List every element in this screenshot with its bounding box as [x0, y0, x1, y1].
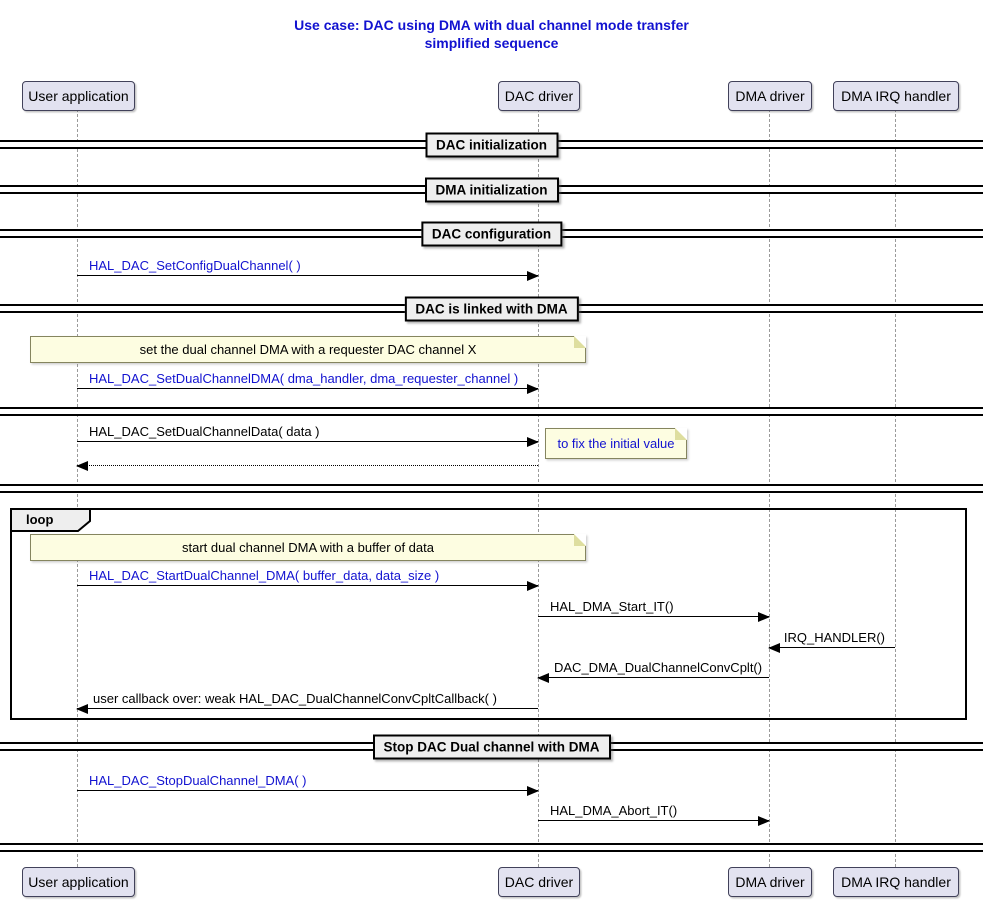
- participant-dma-driver-top: [728, 81, 812, 111]
- message-set-dual-channel-dma: [77, 370, 538, 389]
- participant-label: DMA IRQ handler: [841, 88, 951, 104]
- participant-user-application-bottom: [22, 867, 135, 897]
- loop-label: loop: [26, 512, 54, 527]
- participant-dac-driver-top: [498, 81, 580, 111]
- message-label: HAL_DAC_SetConfigDualChannel( ): [89, 258, 301, 273]
- divider-stop-dac-dual-channel: [0, 739, 983, 754]
- participant-label: User application: [28, 874, 129, 890]
- message-return-dotted: [77, 447, 538, 466]
- arrowhead-left-icon: [768, 643, 780, 653]
- divider-label: Stop DAC Dual channel with DMA: [373, 734, 611, 759]
- divider-label: DAC configuration: [421, 221, 562, 246]
- participant-dma-driver-bottom: [728, 867, 812, 897]
- divider-label: DAC initialization: [425, 132, 558, 157]
- participant-label: User application: [28, 88, 129, 104]
- participant-dma-irq-handler-bottom: [833, 867, 959, 897]
- arrowhead-right-icon: [527, 384, 539, 394]
- participant-label: DAC driver: [504, 88, 574, 104]
- participant-label: DMA driver: [735, 874, 805, 890]
- message-label: HAL_DMA_Start_IT(): [550, 599, 674, 614]
- participant-dac-driver-bottom: [498, 867, 580, 897]
- message-start-dual-channel-dma: [77, 567, 538, 586]
- message-label: DAC_DMA_DualChannelConvCplt(): [554, 660, 763, 675]
- divider-dac-initialization: [0, 137, 983, 152]
- arrowhead-right-icon: [527, 581, 539, 591]
- message-set-dual-channel-data: [77, 423, 538, 442]
- divider-dma-initialization: [0, 182, 983, 197]
- message-label: user callback over: weak HAL_DAC_DualChannelConvCpltCallback( ): [93, 691, 497, 706]
- message-label: HAL_DAC_SetDualChannelDMA( dma_handler, dma_requester_channel ): [89, 371, 519, 386]
- divider-label: DAC is linked with DMA: [404, 296, 578, 321]
- note-text: start dual channel DMA with a buffer of data: [182, 540, 434, 555]
- message-irq-handler: [769, 629, 895, 648]
- message-label: IRQ_HANDLER(): [783, 630, 885, 645]
- participant-label: DMA driver: [735, 88, 805, 104]
- message-label: HAL_DAC_SetDualChannelData( data ): [89, 424, 320, 439]
- arrowhead-left-icon: [537, 673, 549, 683]
- divider-dac-configuration: [0, 226, 983, 241]
- diagram-title-line2: simplified sequence: [424, 35, 559, 51]
- participant-label: DMA IRQ handler: [841, 874, 951, 890]
- participant-dma-irq-handler-top: [833, 81, 959, 111]
- participant-label: DAC driver: [504, 874, 574, 890]
- divider-label: DMA initialization: [425, 177, 559, 202]
- arrowhead-right-icon: [527, 271, 539, 281]
- divider-plain-1: [0, 407, 983, 416]
- message-label: HAL_DAC_StartDualChannel_DMA( buffer_data, data_size ): [89, 568, 440, 583]
- message-set-config-dual-channel: [77, 257, 538, 276]
- arrowhead-left-icon: [76, 461, 88, 471]
- message-label: HAL_DMA_Abort_IT(): [550, 803, 678, 818]
- arrowhead-left-icon: [76, 704, 88, 714]
- arrowhead-right-icon: [758, 612, 770, 622]
- message-label: HAL_DAC_StopDualChannel_DMA( ): [89, 773, 307, 788]
- message-user-callback: [77, 690, 538, 709]
- note-set-dual-channel-dma: [30, 336, 586, 363]
- divider-plain-2: [0, 484, 983, 493]
- divider-dac-linked-with-dma: [0, 301, 983, 316]
- arrowhead-right-icon: [758, 816, 770, 826]
- arrowhead-right-icon: [527, 437, 539, 447]
- arrowhead-right-icon: [527, 786, 539, 796]
- message-hal-dma-abort-it: [538, 802, 769, 821]
- divider-plain-3: [0, 843, 983, 852]
- note-text: set the dual channel DMA with a requester DAC channel X: [139, 342, 477, 357]
- participant-user-application-top: [22, 81, 135, 111]
- message-hal-dma-start-it: [538, 598, 769, 617]
- message-dac-dma-dual-channel-conv-cplt: [538, 659, 769, 678]
- message-stop-dual-channel-dma: [77, 772, 538, 791]
- diagram-title-line1: Use case: DAC using DMA with dual channel mode transfer: [294, 17, 689, 33]
- diagram-title: [0, 16, 983, 52]
- note-fix-initial-value: [545, 428, 687, 459]
- note-start-dual-channel-dma: [30, 534, 586, 561]
- note-text: to fix the initial value: [557, 436, 675, 451]
